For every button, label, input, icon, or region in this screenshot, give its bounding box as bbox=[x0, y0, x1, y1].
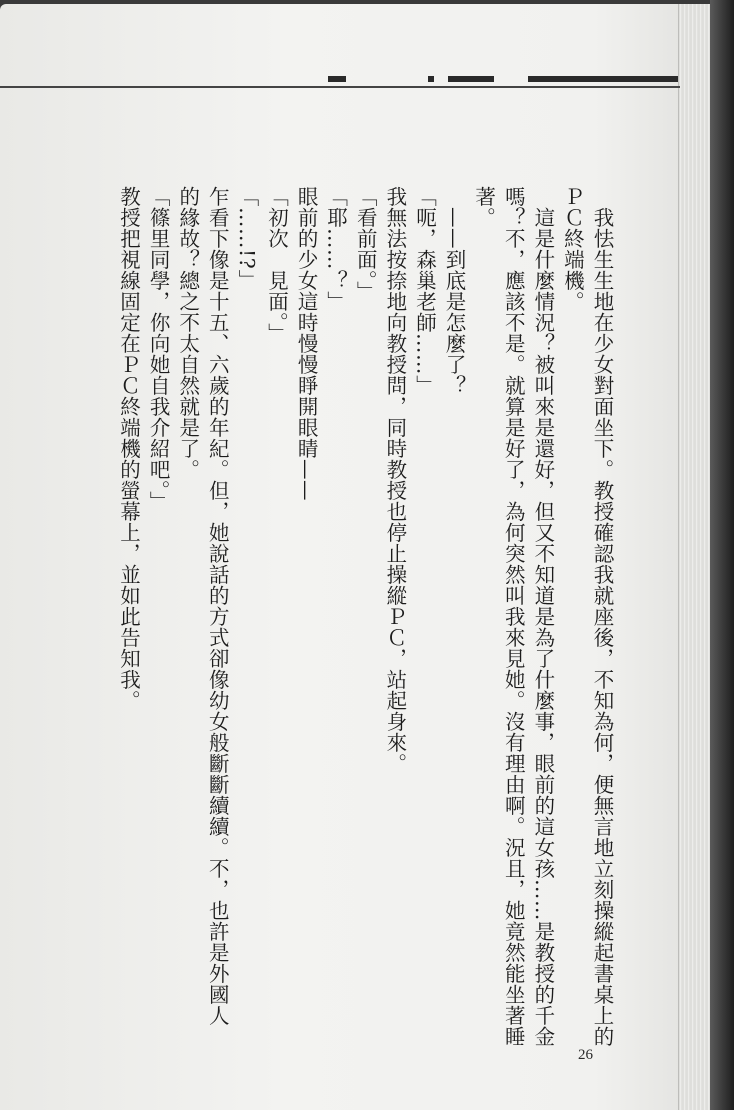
text-line: 「……!?」 bbox=[234, 186, 259, 291]
text-line: 乍看下像是十五、六歲的年紀。但，她說話的方式卻像幼女般斷斷續續。不，也許是外國人 bbox=[205, 186, 230, 1026]
page-stack-edge bbox=[678, 4, 711, 1110]
text-line: ＰＣ終端機。 bbox=[560, 186, 585, 312]
text-line: 我無法按捺地向教授問，同時教授也停止操縱ＰＣ，站起身來。 bbox=[382, 186, 407, 774]
text-line: 這是什麼情況？被叫來是還好，但又不知道是為了什麼事，眼前的這女孩……是教授的千金 bbox=[530, 186, 555, 1047]
book-binding bbox=[710, 0, 734, 1110]
text-line: 「篠里同學，你向她自我介紹吧。」 bbox=[146, 186, 171, 512]
text-line: 眼前的少女這時慢慢睜開眼睛—— bbox=[294, 186, 319, 501]
text-line: 「初次 見面。」 bbox=[264, 186, 289, 344]
body-text bbox=[113, 186, 616, 1047]
header-rule bbox=[0, 86, 680, 88]
text-line: 著。 bbox=[471, 186, 496, 228]
text-line: 嗎？不，應該不是。就算是好了，為何突然叫我來見她。沒有理由啊。況且，她竟然能坐著睡 bbox=[501, 186, 526, 1047]
text-line: 我怯生生地在少女對面坐下。教授確認我就座後，不知為何，便無言地立刻操縱起書桌上的 bbox=[590, 186, 614, 1047]
text-line: 「耶……？」 bbox=[323, 186, 348, 312]
text-line: 「看前面。」 bbox=[353, 186, 378, 302]
page-number: 26 bbox=[578, 1047, 593, 1063]
text-line: 「呃，森巢老師……」 bbox=[412, 186, 437, 396]
text-line: ——到底是怎麼了？ bbox=[442, 186, 467, 396]
text-line: 的緣故？總之不太自然就是了。 bbox=[175, 186, 200, 480]
text-line: 教授把視線固定在ＰＣ終端機的螢幕上，並如此告知我。 bbox=[116, 186, 141, 711]
